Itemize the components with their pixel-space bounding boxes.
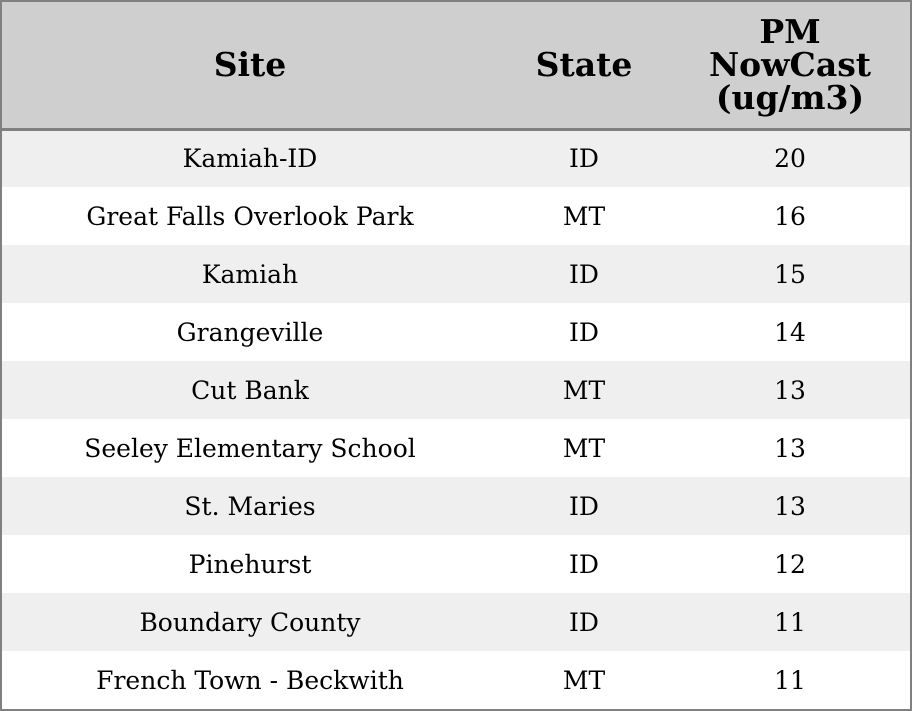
cell-site: St. Maries bbox=[184, 491, 316, 521]
cell-site: Great Falls Overlook Park bbox=[86, 201, 414, 231]
cell-state: MT bbox=[562, 433, 606, 463]
cell-pm: 14 bbox=[774, 317, 806, 347]
cell-state: ID bbox=[569, 317, 599, 347]
header-pm-line-2: NowCast bbox=[708, 45, 872, 85]
table-row bbox=[2, 651, 910, 709]
cell-state: ID bbox=[569, 259, 599, 289]
cell-state: ID bbox=[569, 549, 599, 579]
table-row bbox=[2, 419, 910, 477]
header-pm-nowcast bbox=[670, 2, 910, 129]
table-row bbox=[2, 245, 910, 303]
cell-state: MT bbox=[562, 201, 606, 231]
cell-pm: 13 bbox=[774, 433, 806, 463]
cell-pm: 16 bbox=[774, 201, 806, 231]
pm-nowcast-table bbox=[2, 2, 910, 709]
cell-site: Cut Bank bbox=[191, 375, 309, 405]
header-state: State bbox=[498, 2, 670, 129]
cell-state: MT bbox=[562, 665, 606, 695]
header-pm-line-3: (ug/m3) bbox=[715, 78, 865, 118]
cell-site: Boundary County bbox=[139, 607, 361, 637]
cell-site: Pinehurst bbox=[188, 549, 312, 579]
table-row bbox=[2, 477, 910, 535]
cell-pm: 12 bbox=[774, 549, 806, 579]
cell-pm: 11 bbox=[774, 607, 806, 637]
cell-pm: 11 bbox=[774, 665, 806, 695]
table-header bbox=[2, 2, 910, 129]
table-row bbox=[2, 187, 910, 245]
cell-state: ID bbox=[569, 144, 599, 174]
table-body bbox=[2, 129, 910, 709]
cell-pm: 13 bbox=[774, 375, 806, 405]
header-pm-line-1: PM bbox=[759, 12, 821, 52]
cell-state: MT bbox=[562, 375, 606, 405]
table-row bbox=[2, 593, 910, 651]
header-site: Site bbox=[2, 2, 498, 129]
cell-state: ID bbox=[569, 491, 599, 521]
cell-pm: 13 bbox=[774, 491, 806, 521]
cell-state: ID bbox=[569, 607, 599, 637]
cell-site: French Town - Beckwith bbox=[96, 665, 404, 695]
table-row bbox=[2, 535, 910, 593]
table-row bbox=[2, 361, 910, 419]
table-row bbox=[2, 303, 910, 361]
header-row bbox=[2, 2, 910, 129]
cell-site: Kamiah-ID bbox=[182, 144, 318, 174]
cell-site: Seeley Elementary School bbox=[84, 433, 416, 463]
cell-pm: 20 bbox=[774, 144, 806, 174]
cell-site: Kamiah bbox=[201, 259, 299, 289]
cell-pm: 15 bbox=[774, 259, 806, 289]
cell-site: Grangeville bbox=[176, 317, 324, 347]
table-row bbox=[2, 129, 910, 187]
